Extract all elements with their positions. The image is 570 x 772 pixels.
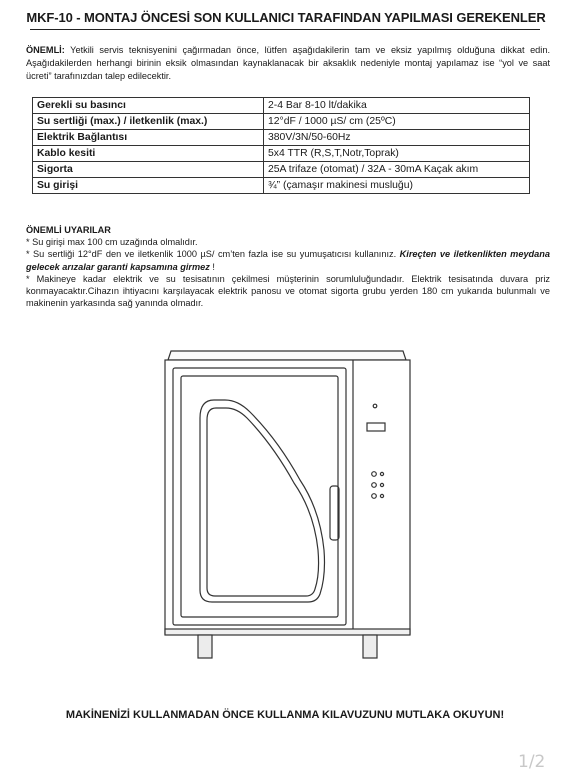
spec-label: Gerekli su basıncı: [33, 98, 264, 114]
table-row: [33, 114, 530, 130]
warning-item: [26, 248, 550, 272]
warning-text: !: [209, 261, 215, 272]
page-number: 1/2: [518, 752, 546, 772]
oven-foot: [198, 635, 212, 658]
table-row: [33, 178, 530, 194]
oven-body: [165, 360, 410, 634]
footer-notice: MAKİNENİZİ KULLANMADAN ÖNCE KULLANMA KILAVUZUNU MUTLAKA OKUYUN!: [65, 709, 505, 721]
spec-label: Kablo kesiti: [33, 146, 264, 162]
oven-top-panel: [168, 351, 406, 360]
page-title: MKF-10 - MONTAJ ÖNCESİ SON KULLANICI TARAFINDAN YAPILMASI GEREKENLER: [26, 10, 546, 25]
oven-foot: [363, 635, 377, 658]
spec-value: 380V/3N/50-60Hz: [264, 130, 530, 146]
warnings-title: ÖNEMLİ UYARILAR: [26, 225, 111, 235]
table-row: [33, 162, 530, 178]
warning-item: * Makineye kadar elektrik ve su tesisatının çekilmesi müşterinin sorumluluğundadır. Elektrik tesisatında duvara priz konmayacaktır.Cihazın ihtiyacını karşılayacak elektrik panosu ve otomat sigorta grubu yerden 180 cm yukarıda bulunmalı ve makinenin yarkasında sağ yanında olmadır.: [26, 273, 550, 309]
spec-label: Su sertliği (max.) / iletkenlik (max.): [33, 114, 264, 130]
oven-base: [165, 629, 410, 635]
spec-label: Su girişi: [33, 178, 264, 194]
warning-text: * Su sertliği 12°dF den ve iletkenlik 1000 µS/ cm’ten fazla ise su yumuşatıcısı kullanınız.: [26, 249, 400, 260]
spec-value: 5x4 TTR (R,S,T,Notr,Toprak): [264, 146, 530, 162]
spec-value: 25A trifaze (otomat) / 32A - 30mA Kaçak akım: [264, 162, 530, 178]
spec-label: Sigorta: [33, 162, 264, 178]
spec-label: Elektrik Bağlantısı: [33, 130, 264, 146]
spec-value: ¾” (çamaşır makinesi musluğu): [264, 178, 530, 194]
oven-illustration: [150, 340, 420, 670]
intro-paragraph: [26, 44, 550, 84]
intro-label: ÖNEMLİ:: [26, 45, 65, 55]
table-row: [33, 146, 530, 162]
title-underline: [30, 29, 540, 30]
warnings-section: [26, 224, 550, 309]
intro-text: Yetkili servis teknisyenini çağırmadan önce, lütfen aşağıdakilerin tam ve eksiz yapılmış olduğuna dikkat edin. Aşağıdakilerden herhangi birinin eksik olmasından kaynaklanacak bir aksaklık nedeniyle montaj yapılamaz ise “yol ve saat ücreti” tarafınızdan talep edilecektir.: [26, 45, 550, 82]
spec-value: 2-4 Bar 8-10 lt/dakika: [264, 98, 530, 114]
spec-value: 12°dF / 1000 µS/ cm (25ºC): [264, 114, 530, 130]
table-row: [33, 98, 530, 114]
warning-item: * Su girişi max 100 cm uzağında olmalıdır.: [26, 237, 198, 248]
warranty-emphasis: Kireçten ve iletkenlikten meydana gelecek arızalar garanti kapsamına girmez: [26, 249, 551, 272]
table-row: [33, 130, 530, 146]
requirements-table: [32, 97, 530, 194]
